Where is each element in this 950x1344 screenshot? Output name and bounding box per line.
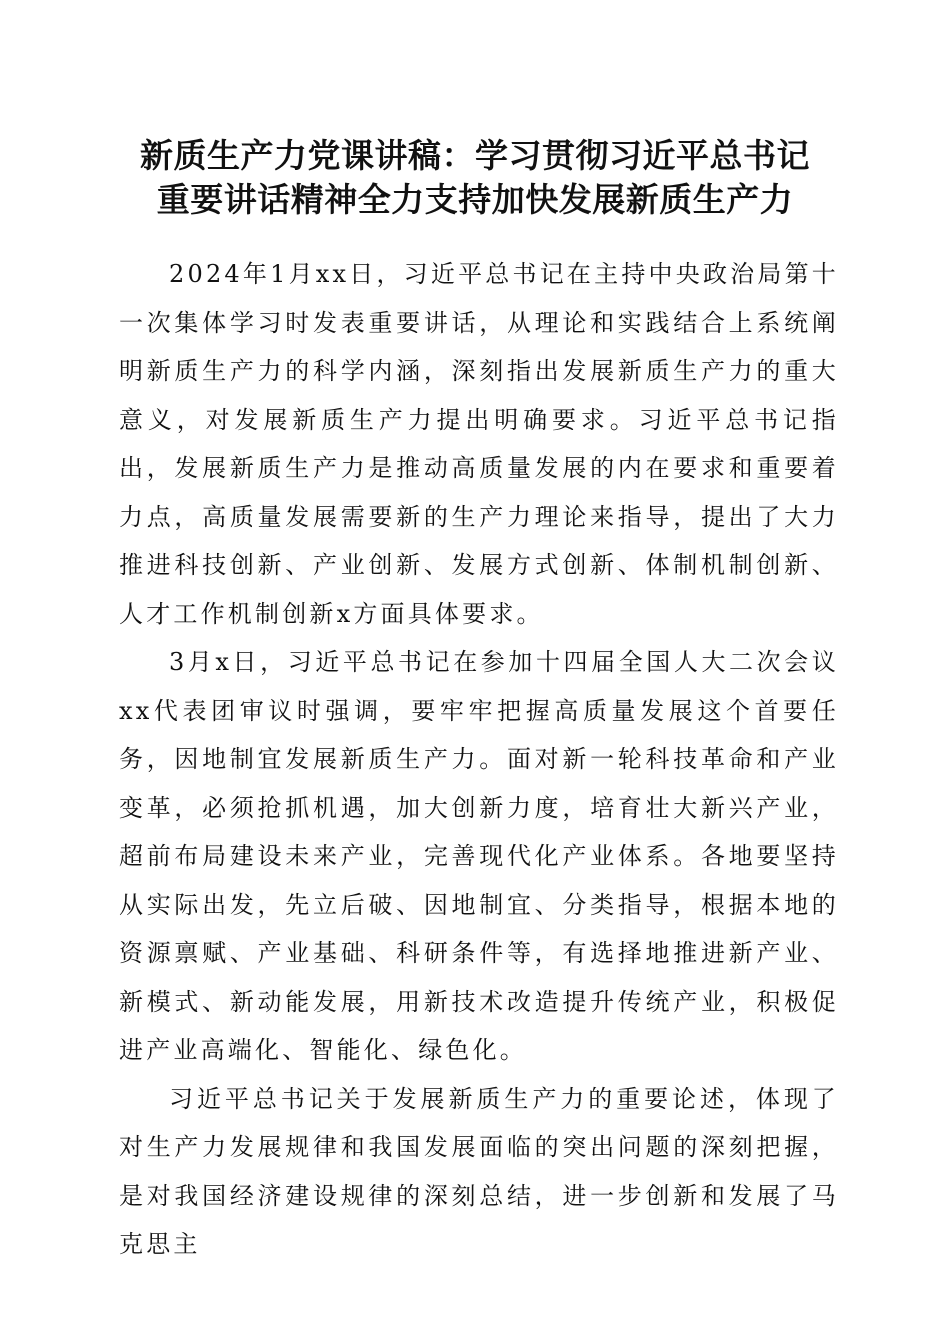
paragraph-3: 习近平总书记关于发展新质生产力的重要论述，体现了对生产力发展规律和我国发展面临的突出问题的深刻把握，是对我国经济建设规律的深刻总结，进一步创新和发展了马克思主	[119, 1084, 839, 1258]
title-line-2: 重要讲话精神全力支持加快发展新质生产力	[156, 180, 794, 219]
document-title	[60, 134, 890, 222]
paragraph-2: 3月x日，习近平总书记在参加十四届全国人大二次会议xx代表团审议时强调，要牢牢把握高质量发展这个首要任务，因地制宜发展新质生产力。面对新一轮科技革命和产业变革，必须抢抓机遇，加大创新力度，培育壮大新兴产业，超前布局建设未来产业，完善现代化产业体系。各地要坚持从实际出发，先立后破、因地制宜、分类指导，根据本地的资源禀赋、产业基础、科研条件等，有选择地推进新产业、新模式、新动能发展，用新技术改造提升传统产业，积极促进产业高端化、智能化、绿色化。	[119, 648, 839, 1064]
document-body	[119, 250, 839, 1269]
title-line-1: 新质生产力党课讲稿：学习贯彻习近平总书记	[140, 136, 810, 175]
paragraph-1: 2024年1月xx日，习近平总书记在主持中央政治局第十一次集体学习时发表重要讲话，从理论和实践结合上系统阐明新质生产力的科学内涵，深刻指出发展新质生产力的重大意义，对发展新质生产力提出明确要求。习近平总书记指出，发展新质生产力是推动高质量发展的内在要求和重要着力点，高质量发展需要新的生产力理论来指导，提出了大力推进科技创新、产业创新、发展方式创新、体制机制创新、人才工作机制创新x方面具体要求。	[119, 260, 839, 628]
